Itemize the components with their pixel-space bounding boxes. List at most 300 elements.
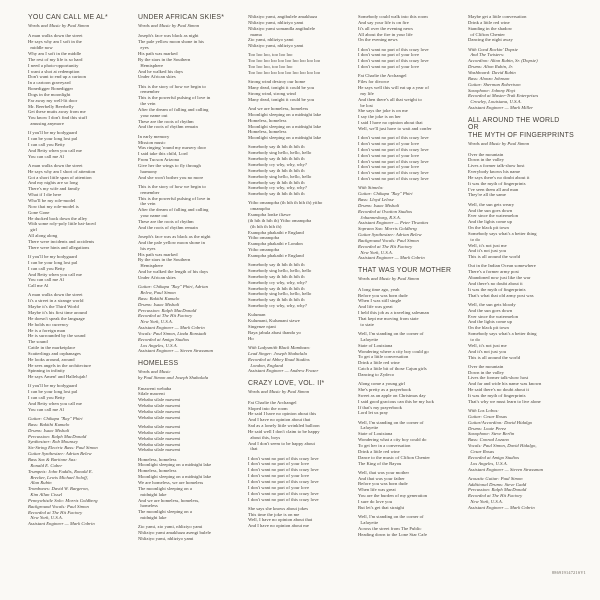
lyric-line: (ih hih ih hih ih)	[248, 223, 282, 229]
credit-line: Percussion: Ralph MacDonald	[138, 307, 197, 313]
lyric-line: Well, it's not just me	[468, 342, 507, 348]
lyric-line: And he walked his days	[138, 68, 183, 74]
lyric-line: Don't want to end up a cartoon	[28, 74, 86, 80]
lyric-line: Silale maweni	[138, 391, 165, 397]
lyric-line: The moonlight sleeping on a	[138, 485, 192, 491]
lyric-line: Moonlight sleeping on a midnight lake	[248, 123, 322, 129]
credit-line: Percussion: Ralph MacDonald	[28, 433, 87, 439]
lyric-line: And there's no doubt about it	[468, 281, 523, 287]
credit-line: Bass: Bakithi Kumalo	[28, 421, 70, 427]
song-credit	[28, 23, 131, 29]
lyric-line: Dancing the night away	[468, 37, 513, 43]
lyric-line: to do	[468, 337, 480, 342]
lyric-line: Esanqoba phakathi e England	[248, 253, 304, 259]
lyric-line: Dancing to Zydeco	[358, 371, 395, 377]
lyrics-stanza	[248, 506, 351, 529]
lyric-line: Somebody say ih hih ih hih ih	[248, 179, 305, 185]
song-title	[358, 267, 461, 275]
lyrics-stanza	[358, 47, 461, 70]
lyric-line: midnight lake	[138, 491, 167, 497]
lyric-line: And far and wide his name was known	[468, 381, 542, 387]
lyric-line: And the lights come up	[468, 219, 512, 225]
lyric-line: He ducked back down the alley	[28, 215, 88, 221]
lyrics-stanza	[138, 524, 241, 542]
lyric-line: Webaba silale maweni	[138, 397, 181, 403]
credit-line: Los Angeles, U.S.A.	[138, 342, 178, 348]
lyric-line: Many dead, tonight it could be you	[248, 96, 315, 102]
credit-line: Alan Rubin	[28, 480, 52, 486]
lyric-line: He said I have no opinion about this	[248, 411, 317, 417]
credit-line: Six-String Electric Bass: Paul Simon	[28, 445, 98, 451]
lyric-line: Drink a little red wine	[358, 360, 400, 366]
lyric-line: Webaba silale maweni	[138, 447, 181, 453]
lyric-line: Webaba silale maweni	[138, 429, 181, 435]
lyrics-stanza	[358, 287, 461, 328]
lyric-line: Strong wind destroy our home	[248, 79, 306, 85]
lyric-line: Ever since the watermelon	[468, 213, 519, 219]
song-credit	[248, 389, 351, 395]
lyrics-stanza	[248, 52, 351, 75]
lyrics-stanza	[468, 14, 571, 43]
lyric-line: She's pretty as a prayerbook	[358, 387, 411, 393]
lyrics-column-4	[358, 14, 461, 545]
lyric-line: After the dream of falling and calling	[138, 106, 209, 112]
lyric-line: Hemisphere	[138, 62, 164, 68]
song-title	[138, 360, 241, 368]
lyric-line: If you'll be my bodyguard	[28, 253, 78, 259]
credit-line: Drums: Isaac Mtshali	[358, 202, 400, 208]
lyric-line: In a cartoon graveyard	[28, 80, 71, 86]
lyric-line: From Tucson Arizona	[138, 157, 180, 163]
song-credit-line: Words and Music by Paul Simon	[138, 23, 200, 29]
lyric-line: And it's not just you	[468, 248, 507, 254]
lyric-line: Yitho omanqoba (ih hih ih hih ih) yitho	[248, 200, 323, 206]
lyric-line: And I have no opinion about me	[248, 523, 309, 529]
lyric-line: I can call you Betty	[28, 265, 65, 271]
lyric-line: Lord let us pray	[358, 410, 389, 416]
lyric-line: I don't want no part of your love	[358, 52, 420, 58]
lyrics-stanza	[138, 457, 241, 521]
credit-line: Drums: Isaac Mtshali	[28, 427, 70, 433]
lyric-line: Moonlight sleeping on a midnight lake	[248, 135, 322, 141]
lyric-line: Wondering what a city boy could do	[358, 437, 427, 443]
song-credit-line: Words and Music by Paul Simon	[248, 389, 310, 395]
lyrics-stanza	[358, 135, 461, 182]
lyric-line: Somebody cry why, why, why?	[248, 185, 307, 191]
lyric-line: Over the mountain	[468, 151, 504, 157]
credit-line: Crowley, Louisiana, U.S.A.	[468, 99, 522, 105]
lyric-line: Somebody cry why, why, why?	[248, 279, 307, 285]
lyric-line: Got a short little span of attention	[28, 174, 92, 180]
lyrics-stanza	[138, 184, 241, 231]
lyric-line: my life	[358, 90, 374, 96]
lyrics-stanza	[248, 312, 351, 341]
lyric-line: I said I have no opinion about that	[358, 120, 423, 126]
lyric-line: Zio yami, zio yami, nhliziyo yami	[138, 524, 203, 530]
credit-line: Bass: Conrad Lozano	[468, 437, 510, 443]
credit-line: Assistant Engineer — Peter Thwaites	[358, 220, 429, 226]
lyric-line: By the stars in the Southern	[138, 56, 191, 62]
lyric-line: Somebody cry why, why, why?	[248, 303, 307, 309]
song-credit-line: Words and Music by Paul Simon	[468, 141, 530, 147]
lyric-line: And we are homeless, homeless	[248, 105, 309, 111]
lyric-line: the vein	[138, 101, 156, 107]
song-credit	[468, 141, 571, 147]
lyrics-stanza	[468, 202, 571, 260]
lyric-line: I sure do love you	[358, 499, 393, 504]
credit-line: With Good Rockin' Dopsie	[468, 46, 519, 52]
lyric-line: Now that my role-model is	[28, 203, 79, 209]
credit-line: Guitar Synthesizer: Adrian Belew	[358, 232, 422, 238]
credit-line: New York, U.S.A.	[468, 499, 503, 505]
lyric-line: Somebody say ih hih ih hih ih	[248, 144, 305, 150]
lyric-line: Webaba silale maweni	[138, 441, 181, 447]
lyrics-stanza	[138, 33, 241, 80]
lyrics-stanza	[138, 134, 241, 181]
lyric-line: You can call me Al	[28, 153, 64, 159]
musician-credits	[358, 185, 461, 261]
song-credit-line: Words and Music by Paul Simon	[358, 276, 420, 282]
lyric-line: The moonlight sleeping on a	[138, 509, 192, 515]
credit-line: Drums: Louie Perez	[468, 425, 506, 431]
lyric-line: Abandoned now just like the war	[468, 275, 531, 281]
lyrics-stanza	[28, 130, 131, 159]
lyric-line: And Betty when you call me	[28, 401, 82, 407]
lyric-line: I want a shot at redemption	[28, 68, 80, 74]
lyric-line: about this, boys	[248, 434, 281, 440]
lyric-line: Ho	[248, 335, 254, 341]
musician-credits	[468, 476, 571, 511]
credit-line: Guitar/Accordion: David Hidalgo	[468, 419, 533, 425]
credit-line: Guitar: Chikapa "Ray" Phiri	[28, 416, 83, 422]
lyric-line: A man walks down the street	[28, 33, 83, 39]
lyric-line: midnight lake	[138, 515, 167, 521]
lyrics-stanza	[28, 292, 131, 380]
song-credit	[358, 276, 461, 282]
lyric-line: Kulumani, Kulumani sizwe	[248, 318, 300, 324]
lyric-line: Somebody says what's a better thing	[468, 230, 537, 236]
lyric-line: If you'll be my bodyguard	[28, 383, 78, 389]
lyric-line: homeless	[138, 503, 158, 509]
lyric-line: Lafayette	[358, 425, 379, 431]
credit-line: With Los Lobos:	[468, 408, 499, 414]
lyric-line: Nhliziyo yami, nhliziyo yami	[248, 19, 304, 25]
lyric-line: your name out	[138, 112, 168, 118]
musician-credits	[248, 345, 351, 374]
lyrics-stanza	[358, 331, 461, 378]
lyric-line: On the black pit town	[468, 225, 509, 231]
lyric-line: He says Amen! and Hallelujah!	[28, 374, 88, 380]
lyric-line: Webaba silale maweni	[138, 403, 181, 409]
lyric-line: The rest of my life is so hard	[28, 56, 83, 62]
lyric-line: harmony	[138, 168, 158, 174]
lyric-line: Catch a little bit of those Cajun girls	[358, 366, 427, 372]
lyric-line: Maybe it's his first time around	[28, 309, 87, 315]
lyric-line: She says she knows about jokes	[248, 505, 309, 511]
lyric-line: Somebody say ih hih ih hih ih	[248, 285, 305, 291]
lyric-line: Singenze njani	[248, 324, 276, 330]
lyric-line: And we are homeless, homeless,	[138, 497, 200, 503]
lyric-line: The King of the Bayou	[358, 460, 402, 466]
lyric-line: When life was great	[358, 487, 396, 493]
lyric-line: And say your life is on fire	[358, 19, 409, 25]
lyric-line: Many dead, tonight it could be you	[248, 85, 315, 91]
lyrics-column-3	[248, 14, 351, 545]
lyric-line: Nhliziyo yami, nhliziyo yami	[248, 43, 304, 49]
lyric-line: Well, I have no opinion about that	[248, 517, 313, 523]
lyric-line: Well, the sun gets weary	[468, 201, 515, 207]
lyric-line: Drink a little red wine	[358, 448, 400, 454]
lyrics-column-5	[468, 14, 574, 545]
lyric-line: And life was great	[358, 304, 393, 310]
lyric-line: Moonlight sleeping on a midnight lake	[248, 111, 322, 117]
lyric-line: I don't want no part of this crazy love	[248, 479, 319, 485]
lyric-line: This is the powerful pulsing of love in	[138, 195, 211, 201]
lyric-line: This is the story of how we begin to	[138, 83, 206, 89]
lyric-line: That kept me moving from state	[358, 315, 419, 321]
lyric-line: It's a street in a strange world	[28, 298, 84, 304]
lyric-line: Files for divorce	[358, 79, 390, 85]
lyrics-stanza	[248, 79, 351, 102]
lyrics-stanza	[468, 364, 571, 405]
lyric-line: girl	[28, 227, 37, 233]
lyric-line: I can be your long lost pal	[28, 389, 78, 395]
lyric-line: It was the myth of fingerprints	[468, 180, 526, 186]
lyric-line: I can be your long lost pal	[28, 136, 78, 142]
credit-line: Recorded at Amigo Studios	[468, 454, 520, 460]
lyric-line: Out in the Indian Ocean somewhere	[468, 263, 536, 269]
lyric-line: All about the fire in your life	[358, 31, 413, 37]
lyric-line: I don't want no part of this crazy love	[358, 135, 429, 141]
lyric-line: amusing anymore	[28, 121, 64, 127]
credit-line: Recorded at The Hit Factory	[358, 243, 413, 249]
lyric-line: Yitho omanqoba	[248, 235, 280, 241]
lyric-line: Esanqoba phakathi e London	[248, 241, 303, 247]
song-credit-line: Words and Music	[138, 369, 171, 375]
lyric-line: Esanqoba phakathi e England	[248, 229, 304, 235]
credit-line: Lead Singer: Joseph Shabalala	[248, 350, 307, 356]
lyric-line: Well, that was your mother	[358, 469, 410, 475]
credit-line: Assistant Engineer — Mark Cobrin	[468, 504, 535, 510]
lyric-line: He says there's no doubt about it	[468, 174, 530, 180]
lyrics-stanza	[248, 144, 351, 197]
lyric-line: Well, the sun gets bloody	[468, 301, 516, 307]
lyric-line: You know I don't find this stuff	[28, 115, 88, 121]
lyric-line: Maybe it's the Third World	[28, 304, 79, 310]
lyric-line: You are the burden of my generation	[358, 493, 428, 499]
lyric-line: middle now	[28, 45, 53, 51]
lyric-line: Across the street from The Public	[358, 525, 422, 531]
credit-line: With Ladysmith Black Mambazo:	[248, 345, 311, 350]
lyric-line: Somebody say ih hih ih hih ih	[248, 297, 305, 303]
lyric-line: And Betty when you call me	[28, 271, 82, 277]
lyric-line: Well, we'll just have to wait and confer	[358, 125, 432, 131]
lyric-line: He is surrounded by the sound	[28, 333, 86, 339]
lyric-line: Too loo loo loo loo loo loo loo loo loo	[248, 58, 321, 64]
musician-credits	[468, 408, 571, 472]
credit-line: London, England	[248, 362, 284, 368]
credit-line: Pennywhistle Solo: Morris Goldberg	[28, 497, 98, 503]
lyric-line: Maybe get a little conversation	[468, 14, 527, 19]
lyric-line: Homeless, homeless	[138, 456, 177, 462]
credit-line: Recorded at Ovation Studios	[358, 208, 413, 214]
lyric-line: Moonlight sleeping on a midnight lake	[138, 474, 212, 480]
lyric-line: He holds no currency	[28, 321, 69, 327]
lyric-line: Get these mutts away from me	[28, 109, 86, 115]
lyric-line: State of Louisiana	[358, 342, 393, 348]
lyrics-stanza	[248, 106, 351, 141]
lyric-line: Lafayette	[358, 336, 379, 342]
lyric-line: There's my wife and family	[28, 186, 80, 192]
lyric-line: Somebody could walk into this room	[358, 14, 428, 19]
lyric-line: There were incidents and accidents	[28, 238, 95, 244]
lyric-line: Everybody knows his name	[468, 169, 521, 175]
lyric-line: I don't want no part of your love	[248, 473, 310, 479]
lyric-line: He says why am I short of attention	[28, 168, 96, 174]
credit-line: Accordion: Alton Rubin, Sr. (Dopsie)	[468, 58, 538, 64]
musician-credits	[468, 47, 571, 111]
lyric-line: If you'll be my bodyguard	[28, 130, 78, 136]
lyric-line: And the roots of rhythm remain	[138, 224, 198, 230]
lyric-line: Homeless, homeless	[248, 117, 287, 123]
song-credit	[138, 369, 241, 381]
lyric-line: We are homeless, we are homeless	[138, 479, 204, 485]
lyric-line: He said there's no doubt about it	[468, 387, 529, 393]
lyric-line: That's what that old army post was	[468, 292, 534, 298]
song-title-line: HOMELESS	[138, 360, 179, 368]
musician-credits	[28, 416, 131, 527]
credit-line: With Stimela:	[358, 185, 384, 191]
credit-line: Assistant Engineer — Andrew Fraser	[248, 368, 319, 374]
credit-line: Soprano Sax: Morris Goldberg	[358, 226, 417, 232]
lyric-line: remember	[138, 189, 160, 195]
lyric-line: This is the story of how we begin to	[138, 183, 206, 189]
song-credit-line: Words and Music by Paul Simon	[28, 23, 90, 29]
song-title	[138, 14, 241, 22]
credit-line: Assistant Engineer — Mark Cobrin	[358, 255, 425, 261]
credit-line: New York, U.S.A.	[358, 249, 393, 255]
credit-line: Belew, Paul Simon	[138, 289, 176, 295]
credit-line: Guitar: Chikapa "Ray" Phiri	[358, 191, 413, 197]
song-title-line: THE MYTH OF FINGERPRINTS	[468, 132, 574, 140]
lyric-line: I don't want no part of this crazy love	[248, 490, 319, 496]
lyric-line: This time the joke is on me	[248, 511, 300, 517]
lyrics-stanza	[138, 386, 241, 421]
lyric-line: That's why we must learn to live alone	[468, 398, 541, 404]
song-title	[248, 380, 351, 388]
lyric-line: I don't want no part of this crazy love	[358, 176, 429, 182]
lyric-line: They're all the same	[468, 192, 506, 198]
lyric-line: The sound	[28, 339, 48, 345]
lyric-line: Webaba silale maweni	[138, 424, 181, 429]
song-title-line: CRAZY LOVE, VOL. II*	[248, 380, 325, 388]
credit-line: Drums: Isaac Mtshali	[138, 301, 180, 307]
lyric-line: Somebody sing hello, hello, hello	[248, 268, 312, 274]
lyric-line: Gone Gone	[28, 209, 50, 215]
lyric-line: He said well I don't claim to be happy	[248, 428, 320, 434]
song-title-line: UNDER AFRICAN SKIES*	[138, 14, 225, 21]
lyric-line: When I was still single	[358, 298, 402, 304]
lyric-line: All along along	[28, 233, 58, 239]
lyrics-stanza	[138, 234, 241, 281]
lyrics-stanza	[248, 400, 351, 453]
lyric-line: Sweet as an apple on Christmas day	[358, 392, 426, 398]
song-title-line: THAT WAS YOUR MOTHER	[358, 267, 452, 275]
lyric-line: And the roots of rhythm remain	[138, 124, 198, 130]
lyrics-stanza	[248, 456, 351, 503]
lyric-line: Emaweni webaba	[138, 385, 172, 391]
lyric-line: Bonedigger Bonedigger	[28, 86, 74, 92]
lyric-line: I held this job as a traveling salesman	[358, 310, 429, 316]
lyric-line: I don't want no part of this crazy love	[358, 58, 429, 64]
lyric-line: And then there's all that weight to	[358, 96, 422, 102]
lyric-line: Joseph's face was black as night	[138, 33, 199, 39]
lyric-line: A long time ago, yeah	[358, 286, 400, 292]
lyric-line: Before you was born dude	[358, 292, 408, 298]
lyric-line: I don't want no part of this crazy love	[358, 170, 429, 176]
lyric-line: Kuluman	[248, 312, 266, 318]
lyric-line: be lost	[358, 102, 373, 108]
lyric-line: Dance to the music of Clifton Chenier	[358, 454, 431, 460]
lyric-line: Well, it's not just me	[468, 242, 507, 248]
credit-line: Recorded at Master-Trak Enterprises	[468, 93, 539, 99]
lyric-line: Somebody cry why, why, why?	[248, 161, 307, 167]
credit-line: Washboard: David Rubin	[468, 69, 516, 75]
lyric-line: I don't want no part of this crazy love	[358, 146, 429, 152]
lyric-line: She says the joke is on me	[358, 108, 408, 114]
credit-line: Percussion: Ralph MacDonald	[468, 487, 527, 493]
credit-line: Kim Allan Cissel	[28, 492, 63, 498]
credit-line: Guitar: Sherman Robertson	[468, 81, 521, 87]
song-title-line: YOU CAN CALL ME AL*	[28, 14, 108, 21]
credit-line: Trumpets: John Faddis, Ronald E.	[28, 468, 93, 474]
credit-line: Recorded at Amigo Studios	[138, 336, 190, 342]
lyric-line: I said good gracious can this be my luck	[358, 398, 434, 404]
lyric-line: I don't want no part of this crazy love	[358, 158, 429, 164]
lyric-line: He sees angels in the architecture	[28, 362, 92, 368]
credit-line: Assistant Engineer — Steven Strassman	[138, 348, 214, 354]
lyric-line: Well, I'm standing on the corner of	[358, 331, 424, 337]
lyrics-stanza	[358, 514, 461, 537]
lyric-line: I don't want no part of this crazy love	[248, 467, 319, 473]
lyrics-stanza	[28, 383, 131, 412]
lyric-line: And the pale yellow moon shone in	[138, 239, 205, 245]
lyric-line: The pale yellow moon shone in his	[138, 39, 204, 45]
lyric-line: Yitho omanqoba	[248, 247, 280, 253]
lyric-line: Nhliziyo yami amakhaza asengi bulele	[138, 530, 211, 536]
lyric-line: To get her in a conversation	[358, 443, 411, 449]
lyric-line: And I don't seem to be happy about	[248, 440, 315, 446]
credit-line: Guitar Synthesizer: Adrian Belew	[28, 451, 92, 457]
lyric-line: Who'll be my role-model	[28, 198, 76, 203]
credit-line: Bass: Bakithi Kumalo	[138, 295, 180, 301]
catalog-number: 88691914721SV1	[551, 570, 586, 575]
lyric-line: Why am I soft in the middle	[28, 50, 82, 56]
lyric-line: This is all around the world	[468, 354, 521, 360]
lyrics-stanza	[28, 33, 131, 127]
credit-line: Brecker, Lewis Michael Soloff,	[28, 474, 88, 480]
lyric-line: It's all over the evening news	[358, 25, 414, 31]
lyric-line: What if I die here	[28, 192, 62, 198]
lyric-line: On the black pit town	[468, 325, 509, 331]
lyrics-stanza	[358, 14, 461, 43]
lyric-line: This is the powerful pulsing of love in	[138, 95, 211, 101]
lyric-line: Well, I'm standing on the corner of	[358, 419, 424, 425]
lyric-line: A man walks down the street	[28, 292, 83, 298]
credit-line: Additional Drums: Steve Gadd	[468, 481, 527, 487]
lyric-line: I can call you Betty	[28, 142, 65, 148]
lyric-line: Somebody sing hello, hello, hello	[248, 150, 312, 156]
